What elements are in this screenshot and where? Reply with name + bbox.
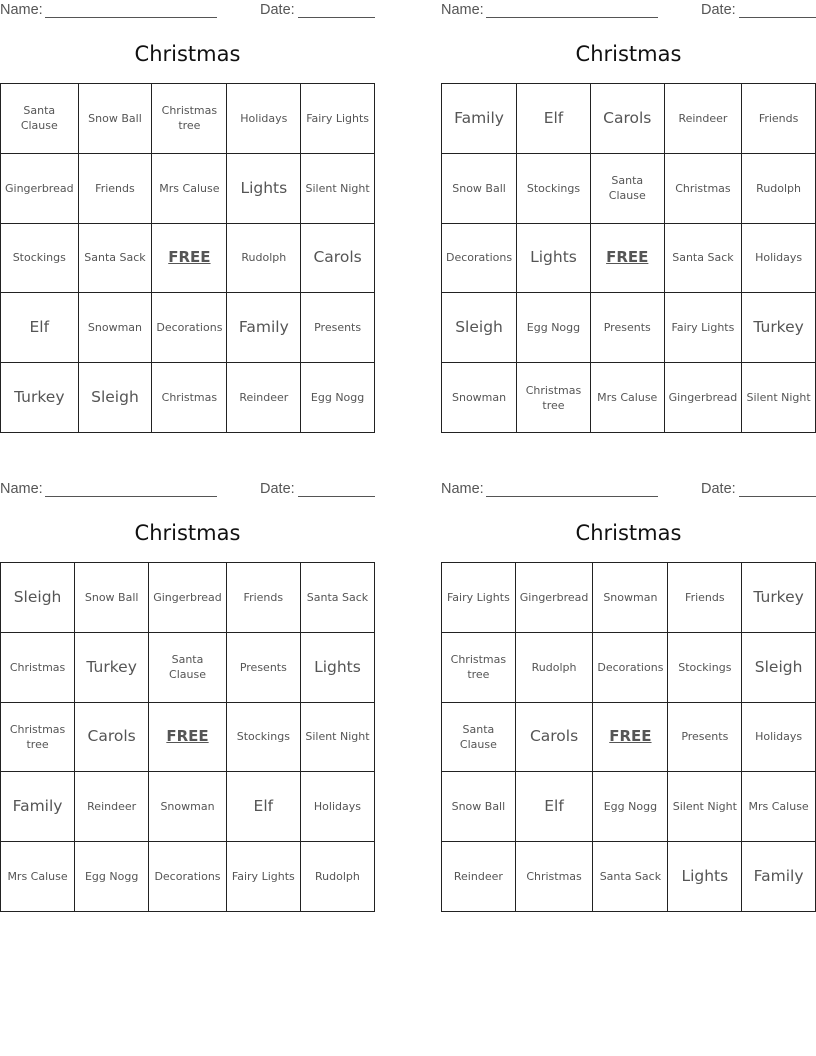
bingo-cell: Decorations (149, 842, 227, 912)
bingo-cell: Santa Clause (149, 633, 227, 703)
bingo-grid (441, 562, 816, 912)
bingo-cell: Silent Night (668, 772, 742, 842)
bingo-cell: Christmas (516, 842, 594, 912)
free-space: FREE (152, 224, 227, 294)
bingo-cell: Carols (516, 703, 594, 773)
bingo-cell: Lights (517, 224, 591, 294)
date-field-line[interactable] (739, 17, 816, 18)
bingo-cell: Gingerbread (516, 563, 594, 633)
bingo-cell: Reindeer (227, 363, 301, 433)
bingo-cell: Fairy Lights (227, 842, 301, 912)
bingo-cell: Gingerbread (149, 563, 227, 633)
bingo-cell: Rudolph (516, 633, 594, 703)
bingo-cell: Egg Nogg (593, 772, 668, 842)
date-label: Date: (701, 481, 736, 497)
bingo-cell: Carols (75, 703, 149, 773)
date-field-line[interactable] (298, 496, 375, 497)
bingo-cell: Elf (1, 293, 79, 363)
bingo-cell: Fairy Lights (301, 84, 375, 154)
bingo-cell: Santa Sack (79, 224, 153, 294)
bingo-grid (441, 83, 816, 433)
bingo-cell: Rudolph (742, 154, 816, 224)
bingo-cell: Egg Nogg (75, 842, 149, 912)
bingo-cell: Christmas (1, 633, 75, 703)
name-field-line[interactable] (45, 17, 217, 18)
name-field-line[interactable] (486, 17, 658, 18)
bingo-cell: Mrs Caluse (1, 842, 75, 912)
bingo-cell: Holidays (301, 772, 375, 842)
bingo-cell: Elf (516, 772, 594, 842)
bingo-cell: Sleigh (742, 633, 816, 703)
bingo-cell: Presents (227, 633, 301, 703)
bingo-cell: Carols (591, 84, 665, 154)
bingo-cell: Reindeer (442, 842, 516, 912)
bingo-cell: Silent Night (742, 363, 816, 433)
bingo-cell: Turkey (1, 363, 79, 433)
bingo-cell: Christmas tree (152, 84, 227, 154)
name-label: Name: (0, 481, 43, 497)
bingo-cell: Santa Sack (593, 842, 668, 912)
bingo-cell: Sleigh (79, 363, 153, 433)
bingo-cell: Fairy Lights (442, 563, 516, 633)
bingo-cell: Gingerbread (665, 363, 743, 433)
card-title: Christmas (575, 42, 682, 66)
bingo-cell: Family (227, 293, 301, 363)
bingo-cell: Sleigh (1, 563, 75, 633)
bingo-cell: Christmas tree (517, 363, 591, 433)
card-header (441, 481, 816, 499)
bingo-cell: Snowman (149, 772, 227, 842)
bingo-cell: Snow Ball (79, 84, 153, 154)
bingo-cell: Lights (301, 633, 375, 703)
bingo-cell: Stockings (227, 703, 301, 773)
bingo-cell: Santa Clause (591, 154, 665, 224)
free-space: FREE (149, 703, 227, 773)
bingo-cell: Santa Clause (442, 703, 516, 773)
bingo-cell: Mrs Caluse (152, 154, 227, 224)
bingo-cell: Silent Night (301, 703, 375, 773)
date-label: Date: (260, 2, 295, 18)
bingo-cell: Santa Sack (665, 224, 743, 294)
bingo-cell: Lights (227, 154, 301, 224)
bingo-cell: Santa Clause (1, 84, 79, 154)
bingo-card (441, 0, 816, 433)
bingo-cell: Snow Ball (442, 772, 516, 842)
name-label: Name: (0, 2, 43, 18)
bingo-cell: Presents (668, 703, 742, 773)
bingo-cell: Reindeer (665, 84, 743, 154)
bingo-cell: Decorations (593, 633, 668, 703)
bingo-cell: Friends (227, 563, 301, 633)
bingo-cell: Christmas tree (442, 633, 516, 703)
name-label: Name: (441, 481, 484, 497)
bingo-cell: Holidays (742, 703, 816, 773)
bingo-cell: Christmas tree (1, 703, 75, 773)
bingo-cell: Reindeer (75, 772, 149, 842)
bingo-cell: Gingerbread (1, 154, 79, 224)
bingo-cell: Christmas (152, 363, 227, 433)
bingo-cell: Elf (517, 84, 591, 154)
bingo-cell: Christmas (665, 154, 743, 224)
date-field-line[interactable] (298, 17, 375, 18)
bingo-grid (0, 83, 375, 433)
bingo-cell: Holidays (227, 84, 301, 154)
free-space: FREE (591, 224, 665, 294)
bingo-cell: Fairy Lights (665, 293, 743, 363)
name-label: Name: (441, 2, 484, 18)
bingo-card (0, 0, 375, 433)
bingo-cell: Stockings (668, 633, 742, 703)
bingo-cell: Egg Nogg (301, 363, 375, 433)
bingo-cell: Stockings (1, 224, 79, 294)
bingo-cell: Family (442, 84, 517, 154)
card-header (0, 481, 375, 499)
bingo-cell: Friends (742, 84, 816, 154)
bingo-cell: Decorations (152, 293, 227, 363)
date-field-line[interactable] (739, 496, 816, 497)
bingo-cell: Sleigh (442, 293, 517, 363)
bingo-cell: Friends (668, 563, 742, 633)
card-header (441, 2, 816, 20)
bingo-cell: Stockings (517, 154, 591, 224)
bingo-card (441, 479, 816, 912)
bingo-cell: Family (1, 772, 75, 842)
bingo-cell: Snowman (442, 363, 517, 433)
bingo-cell: Santa Sack (301, 563, 375, 633)
bingo-card (0, 479, 375, 912)
name-field-line[interactable] (486, 496, 658, 497)
bingo-cell: Turkey (742, 563, 816, 633)
bingo-cell: Silent Night (301, 154, 375, 224)
card-title: Christmas (134, 521, 241, 545)
bingo-cell: Friends (79, 154, 153, 224)
free-space: FREE (593, 703, 668, 773)
bingo-cell: Mrs Caluse (742, 772, 816, 842)
card-title: Christmas (134, 42, 241, 66)
bingo-cell: Turkey (742, 293, 816, 363)
bingo-cell: Carols (301, 224, 375, 294)
date-label: Date: (260, 481, 295, 497)
name-field-line[interactable] (45, 496, 217, 497)
bingo-cell: Elf (227, 772, 301, 842)
bingo-cell: Snow Ball (442, 154, 517, 224)
date-label: Date: (701, 2, 736, 18)
bingo-cell: Lights (668, 842, 742, 912)
bingo-cell: Family (742, 842, 816, 912)
bingo-cell: Snowman (79, 293, 153, 363)
bingo-cell: Snow Ball (75, 563, 149, 633)
bingo-cell: Snowman (593, 563, 668, 633)
bingo-cell: Presents (591, 293, 665, 363)
bingo-cell: Decorations (442, 224, 517, 294)
card-title: Christmas (575, 521, 682, 545)
bingo-cell: Egg Nogg (517, 293, 591, 363)
bingo-cell: Holidays (742, 224, 816, 294)
bingo-cell: Presents (301, 293, 375, 363)
bingo-cell: Rudolph (227, 224, 301, 294)
bingo-grid (0, 562, 375, 912)
bingo-cell: Rudolph (301, 842, 375, 912)
card-header (0, 2, 375, 20)
bingo-cell: Turkey (75, 633, 149, 703)
bingo-cell: Mrs Caluse (591, 363, 665, 433)
